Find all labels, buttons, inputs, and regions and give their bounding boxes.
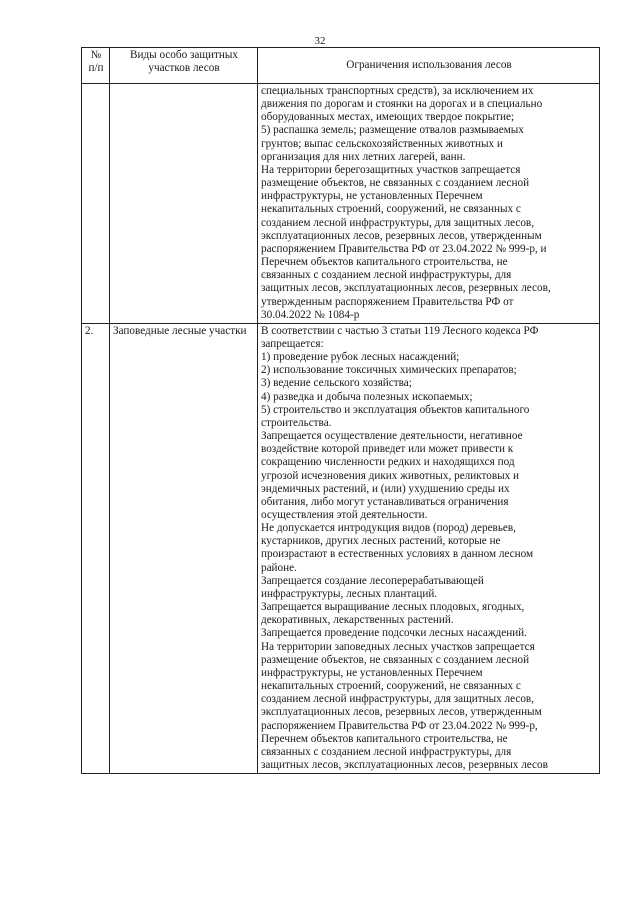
text-line: запрещается:: [261, 337, 324, 350]
text-line: некапитальных строений, сооружений, не связанных с: [261, 680, 521, 693]
table-row: [82, 84, 600, 324]
page-number: 32: [314, 35, 326, 47]
text-line: 1) проведение рубок лесных насаждений;: [261, 351, 460, 364]
text-line: На территории берегозащитных участков запрещается: [261, 163, 521, 176]
text-line: оборудованных местах, имеющих твердое покрытие;: [261, 111, 515, 124]
text-line: осуществления этой деятельности.: [261, 509, 428, 521]
text-line: связанных с созданием лесной инфраструктуры, для: [261, 745, 512, 758]
text-line: инфраструктуры, лесных плантаций.: [261, 587, 438, 600]
row-restrictions: [258, 84, 600, 324]
text-line: 4) разведка и добыча полезных ископаемых;: [261, 390, 473, 403]
row-restrictions: [258, 323, 600, 773]
header-num: № п/п: [82, 48, 110, 84]
text-line: размещение объектов, не связанных с созданием лесной: [261, 653, 530, 666]
text-line: Не допускается интродукция видов (пород) деревьев,: [261, 522, 516, 535]
text-line: воздействие которой приведет или может привести к: [261, 443, 514, 456]
text-line: обитания, либо могут устанавливаться ограничения: [261, 495, 509, 508]
text-line: Запрещается выращивание лесных плодовых, ягодных,: [261, 601, 525, 614]
text-line: созданием лесной инфраструктуры, для защитных лесов,: [261, 216, 535, 229]
text-line: декоративных, лекарственных растений.: [261, 614, 454, 627]
text-line: Перечнем объектов капитального строительства, не: [261, 256, 508, 269]
text-line: Запрещается осуществление деятельности, негативное: [261, 430, 523, 443]
text-line: Запрещается проведение подсочки лесных насаждений.: [261, 627, 527, 640]
row-number: [82, 84, 110, 324]
text-line: 5) распашка земель; размещение отвалов размываемых: [261, 124, 524, 137]
row-type: [110, 84, 258, 324]
text-line: строительства.: [261, 416, 332, 429]
text-line: эксплуатационных лесов, резервных лесов, утвержденным: [261, 706, 542, 719]
text-line: произрастают в естественных условиях в данном лесном: [261, 548, 534, 561]
text-line: В соответствии с частью 3 статьи 119 Лесного кодекса РФ: [261, 324, 539, 337]
text-line: районе.: [261, 561, 297, 574]
row-type: Заповедные лесные участки: [110, 323, 258, 773]
text-line: кустарников, других лесных растений, которые не: [261, 535, 501, 548]
header-type: Виды особо защитных участков лесов: [110, 48, 258, 84]
text-line: инфраструктуры, не установленных Перечнем: [261, 190, 483, 203]
text-line: связанных с созданием лесной инфраструктуры, для: [261, 269, 512, 282]
header-restrictions: Ограничения использования лесов: [258, 48, 600, 84]
text-line: распоряжением Правительства РФ от 23.04.2022 № 999-р,: [261, 719, 538, 732]
text-line: 30.04.2022 № 1084-р: [261, 308, 360, 321]
restrictions-table: [81, 47, 600, 774]
text-line: некапитальных строений, сооружений, не связанных с: [261, 203, 521, 216]
text-line: 5) строительство и эксплуатация объектов капитального: [261, 403, 530, 416]
text-line: угрозой исчезновения диких животных, реликтовых и: [261, 469, 520, 482]
text-line: грунтов; выпас сельскохозяйственных животных и: [261, 137, 503, 150]
text-line: 3) ведение сельского хозяйства;: [261, 377, 412, 390]
text-line: размещение объектов, не связанных с созданием лесной: [261, 177, 530, 190]
row-number: 2.: [82, 323, 110, 773]
text-line: 2) использование токсичных химических препаратов;: [261, 364, 517, 377]
text-line: движения по дорогам и стоянки на дорогах и в специально: [261, 98, 543, 111]
text-line: специальных транспортных средств), за исключением их: [261, 85, 534, 97]
text-line: организация для них летних лагерей, ванн.: [261, 150, 466, 163]
text-line: сокращению численности редких и находящихся под: [261, 456, 515, 469]
text-line: инфраструктуры, не установленных Перечнем: [261, 666, 483, 679]
text-line: защитных лесов, эксплуатационных лесов, резервных лесов: [261, 758, 548, 771]
text-line: утвержденным распоряжением Правительства РФ от: [261, 295, 514, 308]
text-line: Запрещается создание лесоперерабатывающей: [261, 574, 484, 587]
text-line: созданием лесной инфраструктуры, для защитных лесов,: [261, 693, 535, 706]
text-line: На территории заповедных лесных участков запрещается: [261, 640, 535, 653]
text-line: защитных лесов, эксплуатационных лесов, резервных лесов,: [261, 282, 551, 295]
table-header-row: [82, 48, 600, 84]
text-line: эндемичных растений, и (или) ухудшению среды их: [261, 482, 510, 495]
text-line: Перечнем объектов капитального строительства, не: [261, 732, 508, 745]
text-line: распоряжением Правительства РФ от 23.04.2022 № 999-р, и: [261, 242, 547, 255]
table-row: [82, 323, 600, 773]
text-line: эксплуатационных лесов, резервных лесов, утвержденным: [261, 229, 542, 242]
